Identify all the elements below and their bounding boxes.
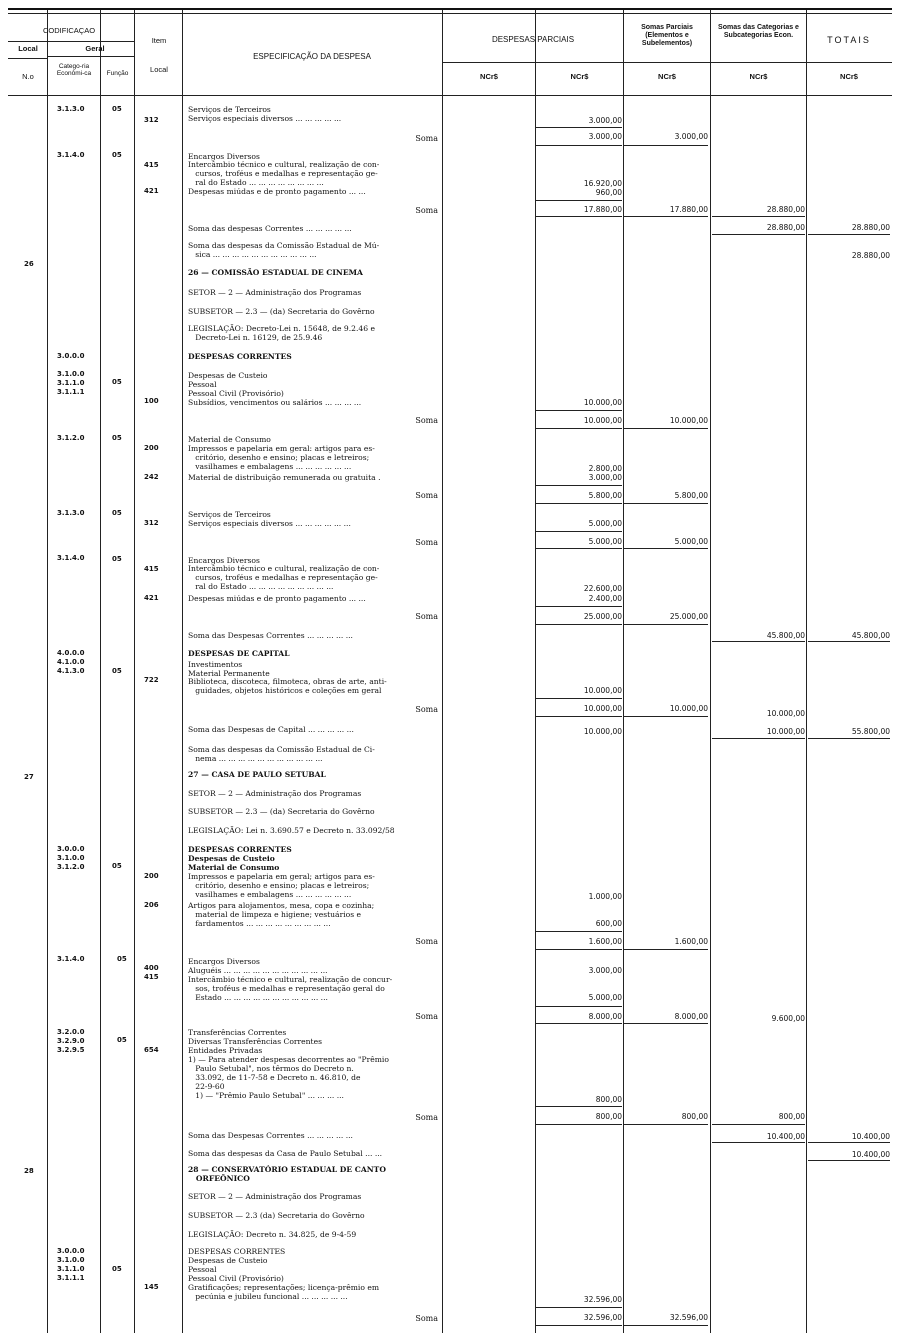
section-heading: DESPESAS DE CAPITAL xyxy=(188,649,290,658)
local-number: 26 xyxy=(24,260,34,268)
item-code: 312 xyxy=(144,519,159,527)
soma-label: Soma xyxy=(415,1113,438,1122)
sum-rule xyxy=(536,200,622,201)
soma-label: Soma xyxy=(415,134,438,143)
header-item-local: Local xyxy=(150,65,168,74)
sum-rule xyxy=(536,1124,622,1125)
funcao-code: 05 xyxy=(112,555,122,563)
item-code: 242 xyxy=(144,473,159,481)
sum-rule xyxy=(536,1106,622,1107)
parcial-value: 22.600,00 xyxy=(583,584,622,593)
sum-rule xyxy=(536,1307,622,1308)
header-funcao: Função xyxy=(106,70,129,77)
parcial-value: 8.000,00 xyxy=(588,1012,622,1021)
spec-text: Impressos e papelaria em geral; artigos para es- critório, desenho e ensino; placas e letreiros; vasilhames e embalagens ... ... ... ... ... ... xyxy=(188,872,375,899)
sum-rule xyxy=(808,738,890,739)
item-code: 421 xyxy=(144,187,159,195)
header-especificacao: ESPECIFICAÇÃO DA DESPESA xyxy=(253,52,371,61)
funcao-code: 05 xyxy=(112,151,122,159)
sum-rule xyxy=(536,1023,622,1024)
parcial-value: 10.000,00 xyxy=(583,686,622,695)
spec-text: Gratificações; representações; licença-prêmio em pecúnia e jubileu funcional ... ... ... ... ... xyxy=(188,1283,380,1301)
sum-rule xyxy=(624,1023,708,1024)
total-value: 28.880,00 xyxy=(851,251,890,260)
sum-rule xyxy=(624,1325,708,1326)
spec-text: Soma das despesas da Comissão Estadual de Mú- sica ... ... ... ... ... ... ... ... ... ... ... xyxy=(188,241,380,259)
category-code: 3.2.0.0 3.2.9.0 3.2.9.5 xyxy=(57,1028,85,1054)
sum-rule xyxy=(808,1160,890,1161)
sum-rule xyxy=(624,216,708,217)
parcial-value: 5.000,00 xyxy=(588,993,622,1002)
category-code: 3.0.0.0 xyxy=(57,352,85,360)
sum-rule xyxy=(536,606,622,607)
category-code: 3.1.4.0 xyxy=(57,554,85,562)
spec-text: Serviços de Terceiros xyxy=(188,510,271,519)
currency-label: NCr$ xyxy=(840,72,858,81)
sum-rule xyxy=(624,548,708,549)
sum-rule xyxy=(536,428,622,429)
soma-label: Soma xyxy=(415,1314,438,1323)
parcial-value: 32.596,00 xyxy=(583,1295,622,1304)
soma-label: Soma xyxy=(415,206,438,215)
spec-text: Despesas miúdas e de pronto pagamento ... ... xyxy=(188,187,366,196)
soma-parcial-value: 17.880,00 xyxy=(669,205,708,214)
sum-rule xyxy=(808,1142,890,1143)
header-somas-categorias: Somas das Categorias e Subcategorias Econ. xyxy=(718,24,799,39)
soma-label: Soma xyxy=(415,937,438,946)
soma-parcial-value: 10.000,00 xyxy=(669,416,708,425)
parcial-value: 600,00 xyxy=(595,919,622,928)
item-code: 415 xyxy=(144,565,159,573)
soma-label: Soma xyxy=(415,538,438,547)
spec-text: Biblioteca, discoteca, filmoteca, obras de arte, anti- guidades, objetos históricos e coleções em geral xyxy=(188,677,387,695)
funcao-code: 05 xyxy=(112,667,122,675)
item-code: 421 xyxy=(144,594,159,602)
sum-rule xyxy=(536,698,622,699)
spec-text: SETOR — 2 — Administração dos Programas xyxy=(188,1192,362,1201)
sum-rule xyxy=(712,738,805,739)
spec-text: Despesas de Custeio Pessoal Pessoal Civil (Provisório) xyxy=(188,371,284,398)
currency-label: NCr$ xyxy=(749,72,768,81)
item-code: 100 xyxy=(144,397,159,405)
category-code: 3.1.0.0 3.1.1.0 3.1.1.1 xyxy=(57,370,85,396)
spec-text: Material de distribuição remunerada ou gratuita . xyxy=(188,473,381,482)
soma-label: Soma xyxy=(415,491,438,500)
section-heading: 27 — CASA DE PAULO SETUBAL xyxy=(188,770,326,779)
total-value: 45.800,00 xyxy=(851,631,890,640)
parcial-value: 5.000,00 xyxy=(588,537,622,546)
header-geral: Geral xyxy=(85,44,105,53)
header-no: N.o xyxy=(22,72,34,81)
item-code: 200 xyxy=(144,444,159,452)
spec-text: SETOR — 2 — Administração dos Programas xyxy=(188,789,362,798)
sum-rule xyxy=(624,1124,708,1125)
spec-text: LEGISLAÇÃO: Decreto n. 34.825, de 9-4-59 xyxy=(188,1230,357,1239)
spec-text: SETOR — 2 — Administração dos Programas xyxy=(188,288,362,297)
total-value: 28.880,00 xyxy=(851,223,890,232)
sum-rule xyxy=(712,216,805,217)
spec-text: SUBSETOR — 2.3 — (da) Secretaria do Govêrno xyxy=(188,307,375,316)
sum-rule xyxy=(536,1006,622,1007)
header-codificacao: CODIFICAÇAO xyxy=(42,26,96,35)
spec-text: Aluguéis ... ... ... ... ... ... ... ... ... ... ... Intercâmbio técnico e cultural, realização de concur- sos, troféus e medalhas e representação geral do Estado ... ... ... ... ... ... ... ... ... ... ... xyxy=(188,966,393,1002)
soma-categoria-value: 10.000,00 xyxy=(766,727,805,736)
spec-text: Encargos Diversos xyxy=(188,957,260,966)
parcial-value: 25.000,00 xyxy=(583,612,622,621)
spec-text: Soma das despesas da Comissão Estadual de Ci- nema ... ... ... ... ... ... ... ... ... ... ... xyxy=(188,745,375,763)
soma-parcial-value: 800,00 xyxy=(681,1112,708,1121)
item-code: 722 xyxy=(144,676,159,684)
spec-text: Soma das despesas Correntes ... ... ... ... ... xyxy=(188,224,352,233)
sum-rule xyxy=(536,531,622,532)
soma-parcial-value: 10.000,00 xyxy=(669,704,708,713)
parcial-value: 17.880,00 xyxy=(583,205,622,214)
sum-rule xyxy=(536,624,622,625)
header-item: Item xyxy=(151,36,167,45)
parcial-value: 3.000,00 xyxy=(588,132,622,141)
soma-categoria-value: 10.000,00 xyxy=(766,709,805,718)
sum-rule xyxy=(536,548,622,549)
sum-rule xyxy=(536,949,622,950)
spec-text: LEGISLAÇÃO: Lei n. 3.690.57 e Decreto n. 33.092/58 xyxy=(188,826,395,835)
soma-label: Soma xyxy=(415,612,438,621)
header-local: Local xyxy=(18,44,38,53)
funcao-code: 05 xyxy=(117,1036,127,1044)
parcial-value: 1.000,00 xyxy=(588,892,622,901)
soma-parcial-value: 3.000,00 xyxy=(674,132,708,141)
spec-text: Despesas miúdas e de pronto pagamento ... ... xyxy=(188,594,366,603)
sum-rule xyxy=(624,624,708,625)
parcial-value: 10.000,00 xyxy=(583,398,622,407)
section-heading: DESPESAS CORRENTES Despesas de Custeio Material de Consumo xyxy=(188,845,292,872)
parcial-value: 10.000,00 xyxy=(583,704,622,713)
section-heading: 26 — COMISSÃO ESTADUAL DE CINEMA xyxy=(188,268,363,277)
spec-text: Encargos Diversos xyxy=(188,152,260,161)
soma-parcial-value: 8.000,00 xyxy=(674,1012,708,1021)
parcial-value: 16.920,00 xyxy=(583,179,622,188)
sum-rule xyxy=(712,1124,805,1125)
category-code: 3.1.2.0 xyxy=(57,434,85,442)
spec-text: SUBSETOR — 2.3 — (da) Secretaria do Govêrno xyxy=(188,807,375,816)
category-code: 3.1.3.0 xyxy=(57,509,85,517)
spec-text: Intercâmbio técnico e cultural, realização de con- cursos, troféus e medalhas e representação ge- ral do Estado ... ... ... ... ... ... ... ... ... xyxy=(188,564,380,591)
category-code: 3.0.0.0 3.1.0.0 3.1.2.0 xyxy=(57,845,85,871)
item-code: 654 xyxy=(144,1046,159,1054)
spec-text: Intercâmbio técnico e cultural, realização de con- cursos, troféus e medalhas e representação ge- ral do Estado ... ... ... ... ... ... ... ... xyxy=(188,160,380,187)
sum-rule xyxy=(624,428,708,429)
soma-categoria-value: 10.400,00 xyxy=(766,1132,805,1141)
currency-label: NCr$ xyxy=(570,72,589,81)
funcao-code: 05 xyxy=(112,434,122,442)
section-heading: 28 — CONSERVATÓRIO ESTADUAL DE CANTO ORFEÔNICO xyxy=(188,1165,386,1183)
sum-rule xyxy=(624,145,708,146)
header-totais: TOTAIS xyxy=(827,35,871,45)
local-number: 28 xyxy=(24,1167,34,1175)
parcial-value: 960,00 xyxy=(595,188,622,197)
section-heading: DESPESAS CORRENTES xyxy=(188,352,292,361)
parcial-value: 3.000,00 xyxy=(588,966,622,975)
funcao-code: 05 xyxy=(112,862,122,870)
item-code: 206 xyxy=(144,901,159,909)
soma-categoria-value: 28.880,00 xyxy=(766,223,805,232)
spec-text: Transferências Correntes Diversas Transferências Correntes Entidades Privadas xyxy=(188,1028,322,1055)
category-code: 4.0.0.0 4.1.0.0 4.1.3.0 xyxy=(57,649,85,675)
category-code: 3.1.4.0 xyxy=(57,151,85,159)
parcial-value: 2.400,00 xyxy=(588,594,622,603)
sum-rule xyxy=(808,234,890,235)
sum-rule xyxy=(536,127,622,128)
spec-text: Subsídios, vencimentos ou salários ... ... ... ... xyxy=(188,398,362,407)
sum-rule xyxy=(536,931,622,932)
item-code: 415 xyxy=(144,161,159,169)
sum-rule xyxy=(712,641,805,642)
header-somas-parciais: Somas Parciais (Elementos e Subelementos) xyxy=(641,24,693,47)
spec-text: Investimentos Material Permanente xyxy=(188,660,270,678)
total-value: 10.400,00 xyxy=(851,1132,890,1141)
sum-rule xyxy=(536,145,622,146)
sum-rule xyxy=(536,216,622,217)
parcial-value: 5.000,00 xyxy=(588,519,622,528)
sum-rule xyxy=(712,1142,805,1143)
category-code: 3.1.4.0 xyxy=(57,955,85,963)
parcial-value: 10.000,00 xyxy=(583,416,622,425)
spec-text: Soma das despesas da Casa de Paulo Setubal ... ... xyxy=(188,1149,383,1158)
spec-text: Artigos para alojamentos, mesa, copa e cozinha; material de limpeza e higiene; vestuários e fardamentos ... ... ... ... ... ... ... ... ... xyxy=(188,901,375,928)
category-code: 3.1.3.0 xyxy=(57,105,85,113)
spec-text: Serviços especiais diversos ... ... ... ... ... ... xyxy=(188,519,351,528)
funcao-code: 05 xyxy=(112,1265,122,1273)
spec-text: 1) — Para atender despesas decorrentes ao "Prêmio Paulo Setubal", nos têrmos do Decreto n. 33.092, de 11-7-58 e Decreto n. 46.810, de 22-9-60 1) — "Prêmio Paulo Setubal" ... ... ... ... xyxy=(188,1055,389,1100)
soma-parcial-value: 1.600,00 xyxy=(674,937,708,946)
spec-text: Material de Consumo xyxy=(188,435,271,444)
header-despesas-parciais: DESPESAS PARCIAIS xyxy=(491,35,575,44)
sum-rule xyxy=(808,641,890,642)
soma-parcial-value: 32.596,00 xyxy=(669,1313,708,1322)
spec-text: Soma das Despesas de Capital ... ... ... ... ... xyxy=(188,725,354,734)
soma-label: Soma xyxy=(415,1012,438,1021)
soma-categoria-value: 9.600,00 xyxy=(771,1014,805,1023)
total-value: 10.400,00 xyxy=(851,1150,890,1159)
funcao-code: 05 xyxy=(117,955,127,963)
header-categoria: Catego-ria Econômi-ca xyxy=(56,63,92,77)
sum-rule xyxy=(536,1325,622,1326)
soma-parcial-value: 25.000,00 xyxy=(669,612,708,621)
currency-label: NCr$ xyxy=(480,72,498,81)
sum-rule xyxy=(536,503,622,504)
category-code: 3.0.0.0 3.1.0.0 3.1.1.0 3.1.1.1 xyxy=(57,1247,85,1282)
parcial-value: 2.800,00 xyxy=(588,464,622,473)
soma-parcial-value: 5.800,00 xyxy=(674,491,708,500)
soma-categoria-value: 45.800,00 xyxy=(766,631,805,640)
spec-text: LEGISLAÇÃO: Decreto-Lei n. 15648, de 9.2.46 e Decreto-Lei n. 16129, de 25.9.46 xyxy=(188,324,375,342)
funcao-code: 05 xyxy=(112,378,122,386)
spec-text: Serviços especiais diversos ... ... ... ... ... xyxy=(188,114,342,123)
spec-text: Serviços de Terceiros xyxy=(188,105,271,114)
sum-rule xyxy=(624,949,708,950)
parcial-value: 5.800,00 xyxy=(588,491,622,500)
parcial-value: 32.596,00 xyxy=(583,1313,622,1322)
spec-text: Encargos Diversos xyxy=(188,556,260,565)
funcao-code: 05 xyxy=(112,509,122,517)
sum-rule xyxy=(624,716,708,717)
spec-text: Soma das Despesas Correntes ... ... ... ... ... xyxy=(188,1131,353,1140)
item-code: 145 xyxy=(144,1283,159,1291)
item-code: 200 xyxy=(144,872,159,880)
sum-rule xyxy=(712,234,805,235)
parcial-value: 3.000,00 xyxy=(588,473,622,482)
sum-rule xyxy=(536,485,622,486)
local-number: 27 xyxy=(24,773,34,781)
soma-categoria-value: 28.880,00 xyxy=(766,205,805,214)
parcial-value: 800,00 xyxy=(595,1112,622,1121)
currency-label: NCr$ xyxy=(658,72,676,81)
soma-label: Soma xyxy=(415,705,438,714)
spec-text: Impressos e papelaria em geral: artigos para es- critório, desenho e ensino; placas e letreiros; vasilhames e embalagens ... ... ... ... ... ... xyxy=(188,444,375,471)
parcial-value: 800,00 xyxy=(595,1095,622,1104)
spec-text: Soma das Despesas Correntes ... ... ... ... ... xyxy=(188,631,353,640)
soma-parcial-value: 5.000,00 xyxy=(674,537,708,546)
parcial-value: 3.000,00 xyxy=(588,116,622,125)
parcial-value: 10.000,00 xyxy=(583,727,622,736)
sum-rule xyxy=(536,716,622,717)
item-code: 400 415 xyxy=(144,964,159,981)
spec-text: SUBSETOR — 2.3 (da) Secretaria do Govêrno xyxy=(188,1211,365,1220)
item-code: 312 xyxy=(144,116,159,124)
spec-text: DESPESAS CORRENTES Despesas de Custeio Pessoal Pessoal Civil (Provisório) xyxy=(188,1247,286,1283)
soma-categoria-value: 800,00 xyxy=(778,1112,805,1121)
sum-rule xyxy=(536,410,622,411)
funcao-code: 05 xyxy=(112,105,122,113)
sum-rule xyxy=(624,503,708,504)
total-value: 55.800,00 xyxy=(851,727,890,736)
soma-label: Soma xyxy=(415,416,438,425)
parcial-value: 1.600,00 xyxy=(588,937,622,946)
